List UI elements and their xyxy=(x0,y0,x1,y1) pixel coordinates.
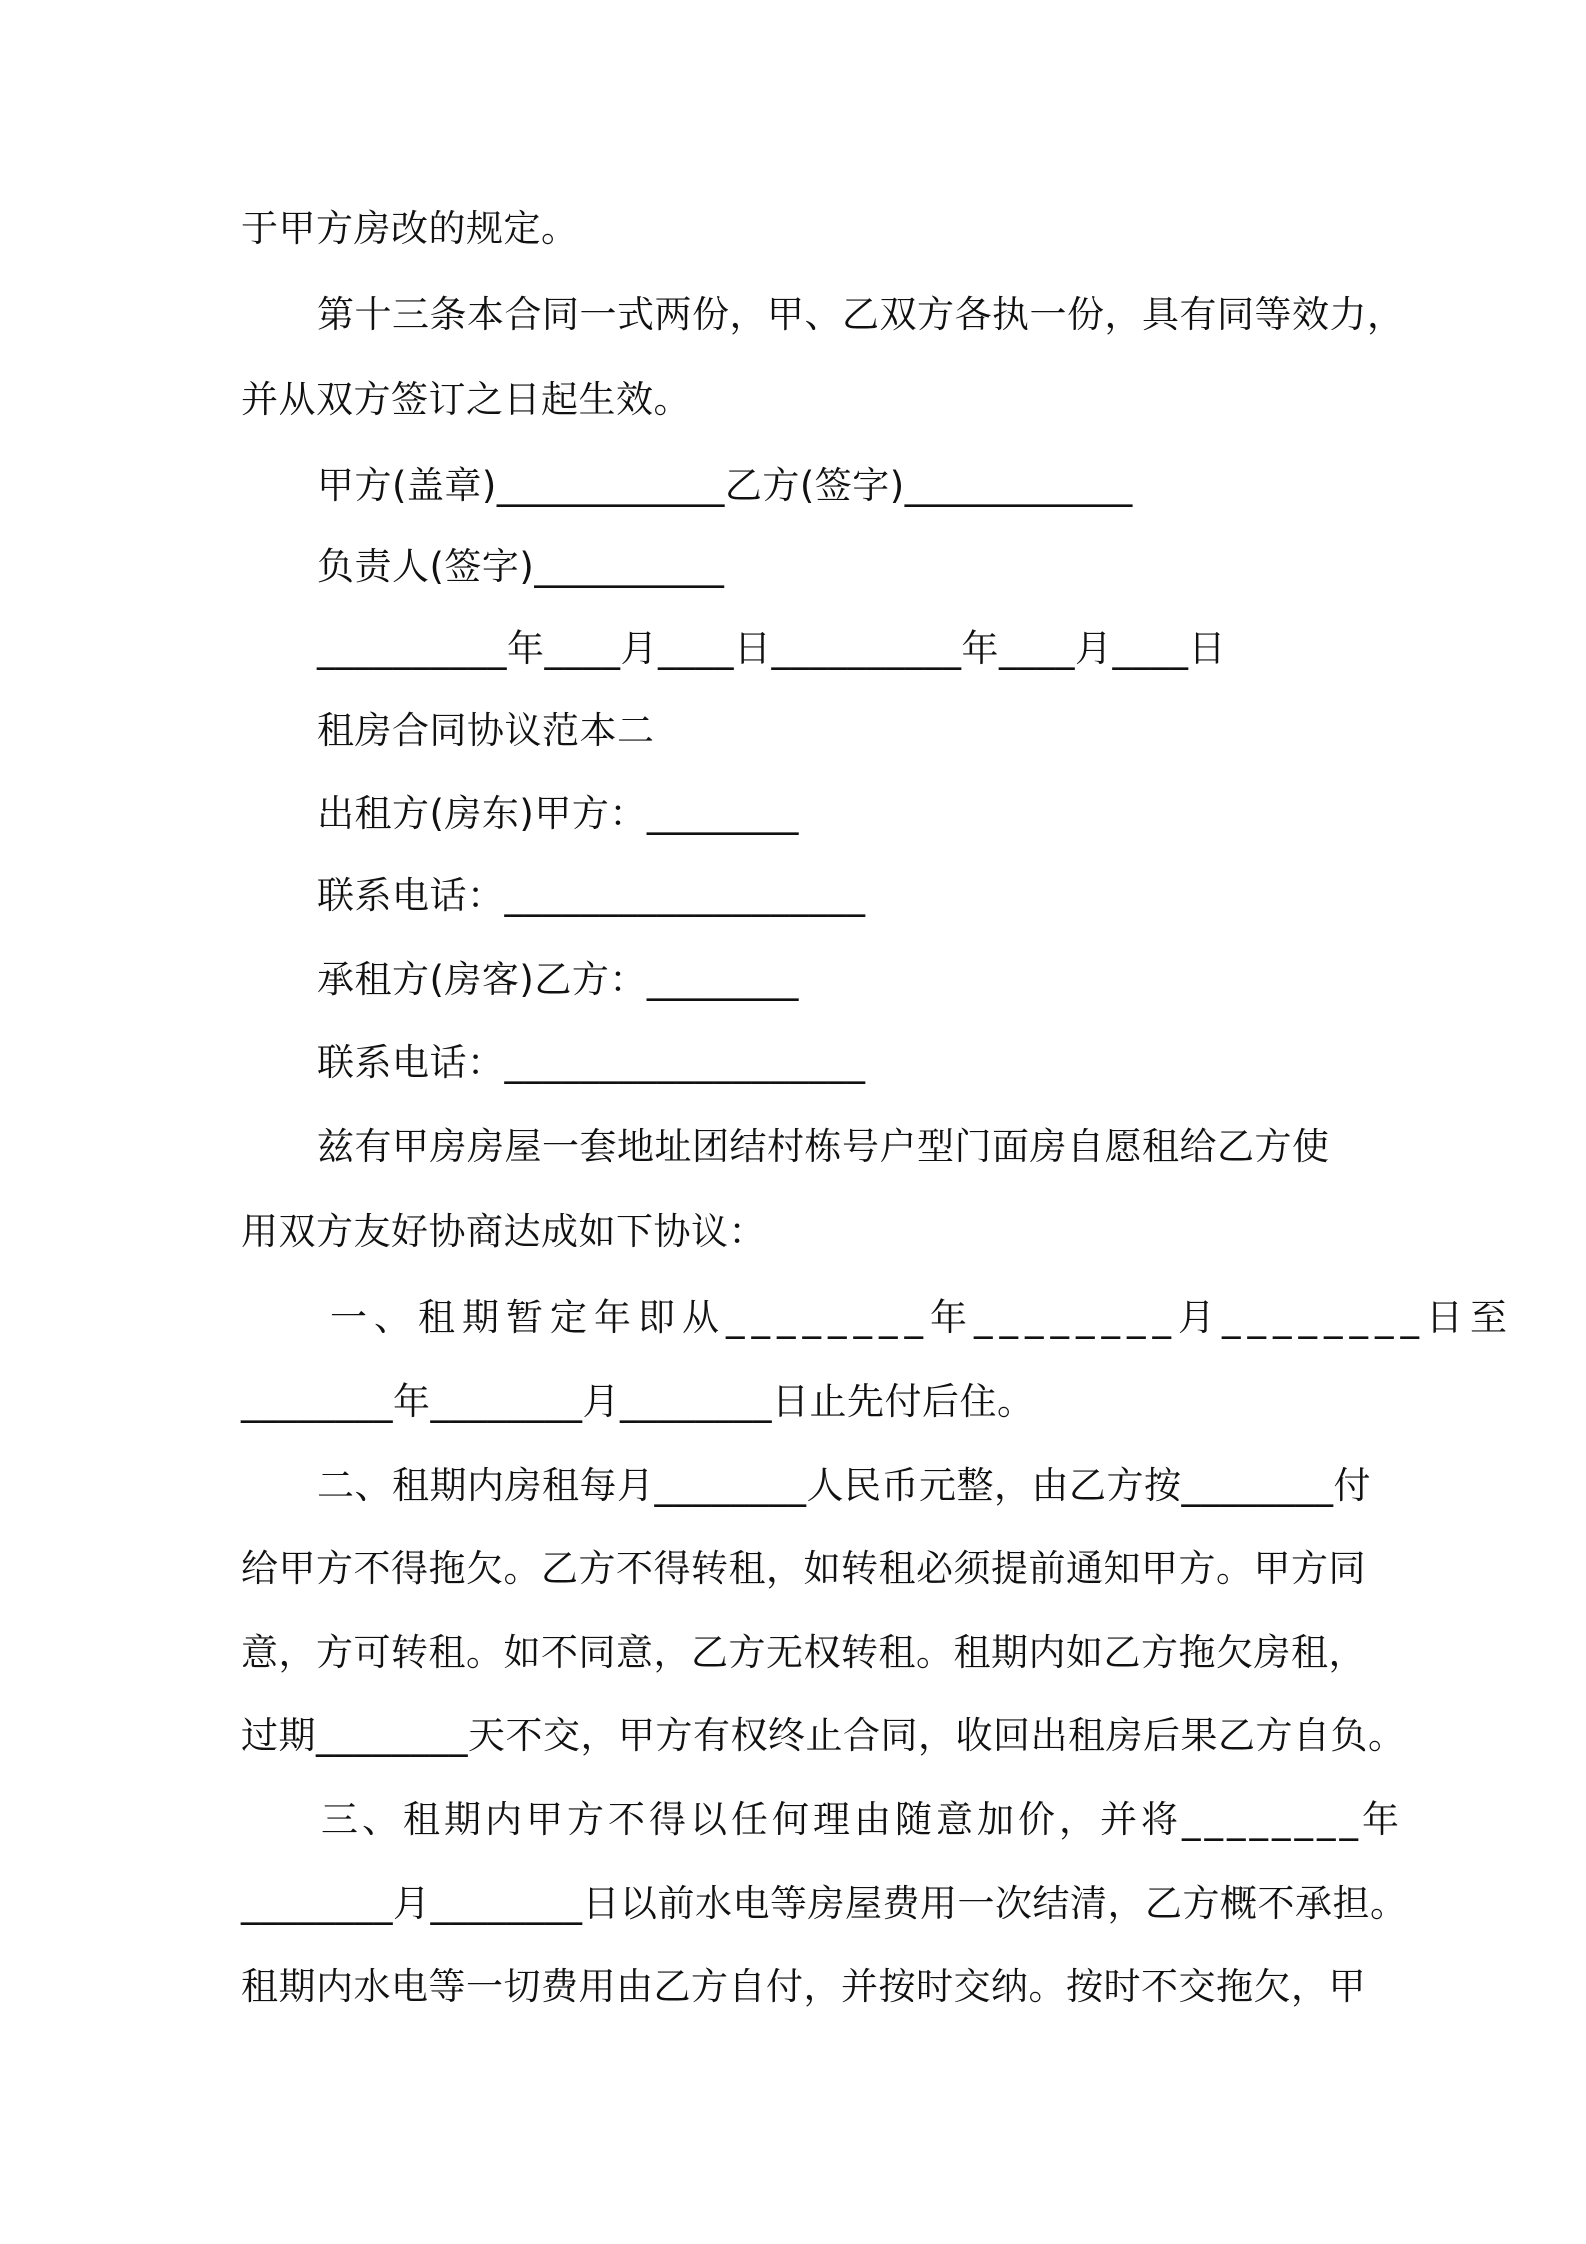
signature-line-responsible: 负责人(签字)__________ xyxy=(317,545,725,588)
lessor-phone-field: 联系电话：___________________ xyxy=(317,874,866,917)
text-line-article-13-cont: 并从双方签订之日起生效。 xyxy=(241,378,691,421)
text-line-preamble-cont: 用双方友好协商达成如下协议： xyxy=(241,1210,766,1253)
lessor-field: 出租方(房东)甲方：________ xyxy=(317,792,799,835)
clause-2-line-cont: 给甲方不得拖欠。乙方不得转租，如转租必须提前通知甲方。甲方同 xyxy=(241,1547,1366,1590)
text-line-continuation: 于甲方房改的规定。 xyxy=(241,207,579,250)
clause-1-line-cont: ________年________月________日止先付后住。 xyxy=(241,1380,1035,1423)
text-line-preamble: 兹有甲房房屋一套地址团结村栋号户型门面房自愿租给乙方使 xyxy=(317,1125,1330,1168)
clause-2-line: 二、租期内房租每月________人民币元整，由乙方按________付 xyxy=(317,1464,1371,1507)
section-heading: 租房合同协议范本二 xyxy=(317,709,655,752)
signature-line-parties: 甲方(盖章)____________乙方(签字)____________ xyxy=(317,464,1133,507)
signature-date-line: __________年____月____日__________年____月____日 xyxy=(317,627,1226,670)
text-line-article-13: 第十三条本合同一式两份，甲、乙双方各执一份，具有同等效力， xyxy=(317,293,1405,336)
lessee-field: 承租方(房客)乙方：________ xyxy=(317,958,799,1001)
clause-3-line-cont: ________月________日以前水电等房屋费用一次结清，乙方概不承担。 xyxy=(241,1882,1408,1925)
clause-2-line-cont: 过期________天不交，甲方有权终止合同，收回出租房后果乙方自负。 xyxy=(241,1714,1406,1757)
clause-3-line: 三、租期内甲方不得以任何理由随意加价，并将________年 xyxy=(321,1798,1403,1841)
clause-1-line: 一、租期暂定年即从________年________月________日至 xyxy=(330,1296,1514,1339)
lessee-phone-field: 联系电话：___________________ xyxy=(317,1041,866,1084)
clause-3-line-cont: 租期内水电等一切费用由乙方自付，并按时交纳。按时不交拖欠，甲 xyxy=(241,1965,1366,2008)
clause-2-line-cont: 意，方可转租。如不同意，乙方无权转租。租期内如乙方拖欠房租， xyxy=(241,1631,1366,1674)
